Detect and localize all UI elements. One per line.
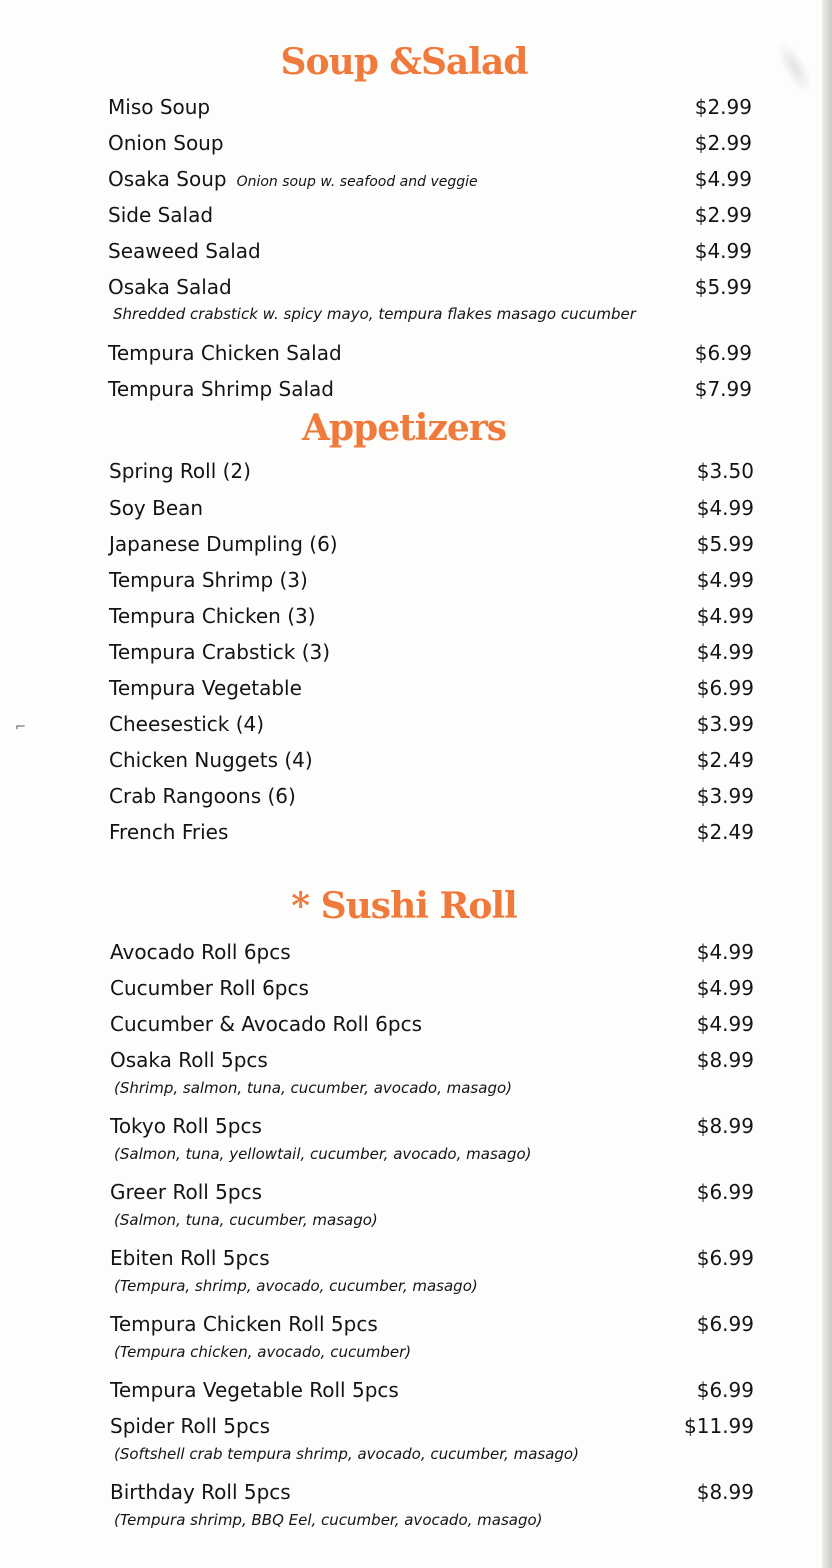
menu-item — [109, 637, 754, 667]
menu-item — [108, 272, 752, 302]
menu-item-name: Tempura Chicken Salad — [108, 341, 342, 365]
menu-item — [109, 709, 754, 739]
menu-item-name: Osaka Roll 5pcs — [110, 1048, 268, 1072]
menu-item — [108, 200, 752, 230]
menu-item — [108, 374, 752, 404]
menu-item-name: Birthday Roll 5pcs — [110, 1480, 291, 1504]
menu-item-price: $3.99 — [696, 712, 754, 736]
menu-item — [109, 565, 754, 595]
menu-item-price: $3.50 — [696, 459, 754, 483]
section-title-soup-salad: Soup &Salad — [280, 41, 528, 83]
menu-item-description: (Salmon, tuna, yellowtail, cucumber, avocado, masago) — [114, 1145, 532, 1163]
menu-item-price: $6.99 — [696, 1180, 754, 1204]
menu-item-name: Onion Soup — [108, 131, 224, 155]
menu-item — [109, 745, 754, 775]
menu-item — [108, 164, 752, 194]
menu-item — [110, 1411, 754, 1441]
menu-item-name: Osaka Soup Onion soup w. seafood and veggie — [108, 167, 478, 191]
menu-item-name: Cucumber & Avocado Roll 6pcs — [110, 1012, 422, 1036]
menu-item — [109, 601, 754, 631]
menu-item-price: $4.99 — [694, 167, 752, 191]
menu-item-price: $4.99 — [696, 1012, 754, 1036]
menu-item — [110, 937, 754, 967]
menu-item — [110, 1111, 754, 1141]
menu-item — [110, 1477, 754, 1507]
menu-item — [110, 973, 754, 1003]
menu-item — [110, 1309, 754, 1339]
menu-item — [109, 781, 754, 811]
menu-item-name: Greer Roll 5pcs — [110, 1180, 263, 1204]
menu-item-name: Seaweed Salad — [108, 239, 261, 263]
menu-item — [109, 493, 754, 523]
menu-item-price: $2.49 — [696, 748, 754, 772]
menu-item-description: (Salmon, tuna, cucumber, masago) — [114, 1211, 378, 1229]
menu-item-description: (Tempura, shrimp, avocado, cucumber, masago) — [114, 1277, 478, 1295]
menu-item — [108, 236, 752, 266]
menu-item-name: Soy Bean — [109, 496, 204, 520]
page-edge-shadow — [822, 0, 832, 1568]
menu-item — [110, 1375, 754, 1405]
section-title-appetizers: Appetizers — [301, 407, 507, 449]
section-title-sushi-roll: * Sushi Roll — [291, 885, 517, 927]
menu-item-price: $4.99 — [696, 976, 754, 1000]
menu-item-description: (Tempura chicken, avocado, cucumber) — [114, 1343, 412, 1361]
menu-item-name: Tempura Vegetable — [109, 676, 302, 700]
menu-item-name: Side Salad — [108, 203, 214, 227]
menu-item-name: Tempura Crabstick (3) — [109, 640, 331, 664]
menu-item-price: $8.99 — [696, 1480, 754, 1504]
menu-item-description: Shredded crabstick w. spicy mayo, tempura flakes masago cucumber — [113, 305, 636, 323]
menu-item — [109, 529, 754, 559]
menu-item-name: Avocado Roll 6pcs — [110, 940, 291, 964]
menu-item-note: Onion soup w. seafood and veggie — [236, 174, 478, 190]
menu-item — [108, 92, 752, 122]
margin-mark: ⌐ — [15, 720, 26, 735]
menu-item-price: $4.99 — [696, 640, 754, 664]
menu-item — [109, 673, 754, 703]
menu-item — [110, 1009, 754, 1039]
menu-item-price: $2.99 — [694, 131, 752, 155]
menu-item-price: $5.99 — [696, 532, 754, 556]
menu-item-price: $11.99 — [684, 1414, 754, 1438]
menu-item-name: Tempura Shrimp Salad — [108, 377, 334, 401]
menu-item-name: Tempura Shrimp (3) — [109, 568, 308, 592]
menu-item-name: Osaka Salad — [108, 275, 232, 299]
menu-item-name: Ebiten Roll 5pcs — [110, 1246, 270, 1270]
menu-item-price: $4.99 — [694, 239, 752, 263]
menu-item-name: Tempura Chicken Roll 5pcs — [110, 1312, 378, 1336]
menu-item-price: $2.99 — [694, 203, 752, 227]
menu-item-description: (Tempura shrimp, BBQ Eel, cucumber, avocado, masago) — [114, 1511, 543, 1529]
menu-item-name: Spring Roll (2) — [109, 459, 251, 483]
menu-item-price: $8.99 — [696, 1114, 754, 1138]
menu-item-name: Cucumber Roll 6pcs — [110, 976, 309, 1000]
menu-item-name: Cheesestick (4) — [109, 712, 265, 736]
menu-item-name: Tokyo Roll 5pcs — [110, 1114, 262, 1138]
menu-item — [110, 1045, 754, 1075]
menu-item-price: $4.99 — [696, 940, 754, 964]
menu-item-name: French Fries — [109, 820, 229, 844]
menu-item-price: $2.49 — [696, 820, 754, 844]
menu-item-price: $2.99 — [694, 95, 752, 119]
menu-item-price: $7.99 — [694, 377, 752, 401]
menu-item — [108, 338, 752, 368]
menu-item-description: (Shrimp, salmon, tuna, cucumber, avocado, masago) — [114, 1079, 512, 1097]
menu-item-price: $6.99 — [696, 1246, 754, 1270]
menu-item-name: Crab Rangoons (6) — [109, 784, 296, 808]
menu-item-price: $6.99 — [696, 1312, 754, 1336]
menu-item — [109, 817, 754, 847]
menu-item-price: $4.99 — [696, 496, 754, 520]
menu-item-description: (Softshell crab tempura shrimp, avocado, cucumber, masago) — [114, 1445, 579, 1463]
menu-item-price: $6.99 — [696, 1378, 754, 1402]
menu-item-name: Japanese Dumpling (6) — [109, 532, 338, 556]
menu-item-price: $8.99 — [696, 1048, 754, 1072]
menu-item-name: Tempura Vegetable Roll 5pcs — [110, 1378, 399, 1402]
menu-item-name: Spider Roll 5pcs — [110, 1414, 271, 1438]
menu-item — [109, 456, 754, 486]
menu-item-name: Chicken Nuggets (4) — [109, 748, 313, 772]
menu-item-price: $4.99 — [696, 604, 754, 628]
menu-item — [110, 1243, 754, 1273]
menu-item — [108, 128, 752, 158]
menu-item-name: Miso Soup — [108, 95, 211, 119]
menu-item-price: $5.99 — [694, 275, 752, 299]
menu-item-price: $6.99 — [696, 676, 754, 700]
menu-item-name: Tempura Chicken (3) — [109, 604, 316, 628]
menu-item-price: $3.99 — [696, 784, 754, 808]
menu-item-price: $6.99 — [694, 341, 752, 365]
menu-item — [110, 1177, 754, 1207]
menu-item-price: $4.99 — [696, 568, 754, 592]
